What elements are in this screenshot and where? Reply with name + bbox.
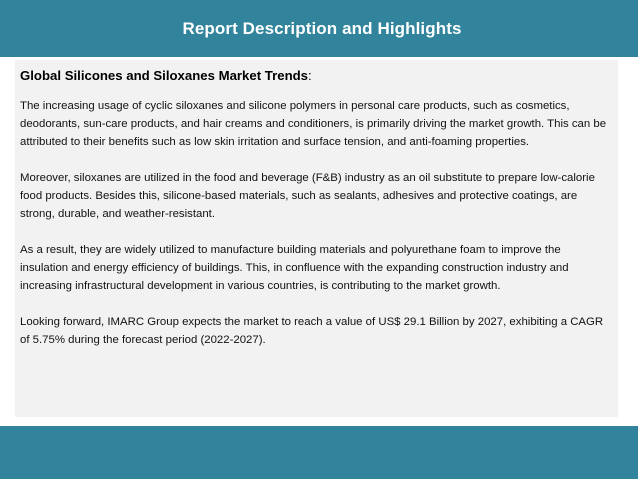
paragraph-forecast: Looking forward, IMARC Group expects the market to reach a value of US$ 29.1 Billion by 2027, exhibiting a CAGR of 5.75% during the forecast period (2022-2027).	[20, 316, 604, 346]
section-heading	[20, 67, 610, 85]
section-heading-colon: :	[308, 68, 312, 83]
paragraph-construction: As a result, they are widely utilized to manufacture building materials and polyurethane foam to improve the insulation and energy efficiency of buildings. This, in confluence with the expanding construction industry and increasing infrastructural development in various countries, is contributing to the market growth.	[20, 244, 569, 292]
paragraph-usage-drivers: The increasing usage of cyclic siloxanes and silicone polymers in personal care products, such as cosmetics, deodorants, sun-care products, and hair creams and conditioners, is primarily driving the market growth. This can be attributed to their benefits such as low skin irritation and surface tension, and anti-foaming properties.	[20, 100, 607, 148]
content-panel	[15, 60, 618, 417]
paragraph-food-and-materials: Moreover, siloxanes are utilized in the food and beverage (F&B) industry as an oil substitute to prepare low-calorie food products. Besides this, silicone-based materials, such as sealants, adhesives and protective coatings, are strong, durable, and weather-resistant.	[20, 172, 595, 220]
footer-bar	[0, 426, 638, 479]
header-bar	[0, 0, 638, 57]
page-title: Report Description and Highlights	[182, 18, 462, 38]
section-heading-text: Global Silicones and Siloxanes Market Trends	[20, 68, 309, 83]
